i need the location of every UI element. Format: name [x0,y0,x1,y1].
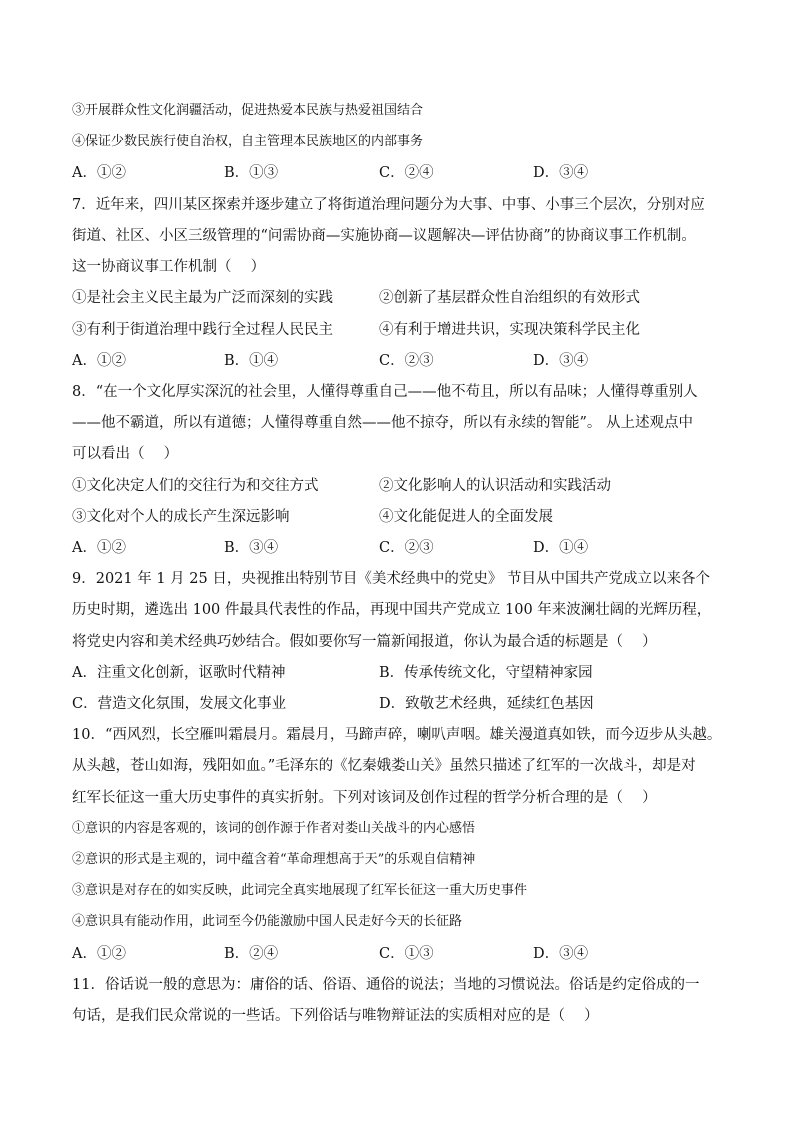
q9-option-d: D．致敬艺术经典，延续红色基因 [379,696,594,712]
q11-stem-line-2: 句话，是我们民众常说的一些话。下列俗话与唯物辩证法的实质相对应的是（ ） [72,1008,599,1024]
q8-statement-2: ②文化影响人的认识活动和实践活动 [379,478,611,494]
q9-option-b: B．传承传统文化，守望精神家园 [379,665,593,681]
q10-statement-3: ③意识是对存在的如实反映，此词完全真实地展现了红军长征这一重大历史事件 [72,883,528,898]
q10-stem-line-1: 10．“西风烈，长空雁叫霜晨月。霜晨月，马蹄声碎，喇叭声咽。雄关漫道真如铁，而今迈步从头越。 [72,727,722,743]
q8-option-c: C．②③ [379,540,434,556]
q6-option-c: C．②④ [379,165,434,181]
q8-stem-line-1: 8．“在一个文化厚实深沉的社会里，人懂得尊重自己——他不苟且，所以有品味；人懂得尊重别人 [72,384,698,400]
q7-statement-3: ③有利于街道治理中践行全过程人民民主 [72,322,333,338]
q8-option-a: A．①② [72,540,126,556]
q8-statement-4: ④文化能促进人的全面发展 [379,509,553,525]
q9-stem-line-2: 历史时期，遴选出 100 件最具代表性的作品，再现中国共产党成立 100 年来波澜壮阔的光辉历程， [72,602,712,618]
q10-option-a: A．①② [72,946,126,962]
q10-statement-4: ④意识具有能动作用，此词至今仍能激励中国人民走好今天的长征路 [72,914,463,929]
q9-stem-line-3: 将党史内容和美术经典巧妙结合。假如要你写一篇新闻报道，你认为最合适的标题是（ ） [72,634,657,650]
q7-option-d: D．③④ [533,353,589,369]
q7-statement-4: ④有利于增进共识，实现决策科学民主化 [379,322,640,338]
q7-statement-1: ①是社会主义民主最为广泛而深刻的实践 [72,290,333,306]
q10-statement-1: ①意识的内容是客观的，该词的创作源于作者对娄山关战斗的内心感悟 [72,821,476,836]
q7-option-c: C．②③ [379,353,434,369]
q6-option-b: B．①③ [224,165,279,181]
q10-stem-line-2: 从头越，苍山如海，残阳如血。”毛泽东的《忆秦娥娄山关》虽然只描述了红军的一次战斗，却是对 [72,758,696,774]
q6-statement-3: ③开展群众性文化润疆活动，促进热爱本民族与热爱祖国结合 [72,103,424,118]
q10-statement-2: ②意识的形式是主观的，词中蕴含着“革命理想高于天”的乐观自信精神 [72,852,476,867]
q8-statement-1: ①文化决定人们的交往行为和交往方式 [72,478,319,494]
q7-stem-line-3: 这一协商议事工作机制（ ） [72,259,266,275]
q10-option-b: B．②④ [224,946,279,962]
q7-stem-line-1: 7．近年来，四川某区探索并逐步建立了将街道治理问题分为大事、中事、小事三个层次，分别对应 [72,197,705,213]
q11-stem-line-1: 11．俗话说一般的意思为：庸俗的话、俗语、通俗的说法；当地的习惯说法。俗话是约定俗成的一 [72,977,700,993]
q8-option-b: B．③④ [224,540,279,556]
q7-stem-line-2: 街道、社区、小区三级管理的“问需协商—实施协商—议题解决—评估协商”的协商议事工作机制。 [72,228,696,244]
q8-stem-line-2: ——他不霸道，所以有道德；人懂得尊重自然——他不掠夺，所以有永续的智能”。 从上述观点中 [72,415,694,431]
q6-statement-4: ④保证少数民族行使自治权，自主管理本民族地区的内部事务 [72,134,424,149]
q6-option-d: D．③④ [533,165,589,181]
q10-option-c: C．①③ [379,946,434,962]
q7-option-b: B．①④ [224,353,279,369]
q8-stem-line-3: 可以看出（ ） [72,446,179,462]
q10-stem-line-3: 红军长征这一重大历史事件的真实折射。下列对该词及创作过程的哲学分析合理的是（ ） [72,790,657,806]
q8-statement-3: ③文化对个人的成长产生深远影响 [72,509,290,525]
q6-option-a: A．①② [72,165,126,181]
q7-option-a: A．①② [72,353,126,369]
q9-stem-line-1: 9．2021 年 1 月 25 日，央视推出特别节目《美术经典中的党史》 节目从中国共产党成立以来各个 [72,571,710,587]
q9-option-c: C．营造文化氛围，发展文化事业 [72,696,287,712]
q7-statement-2: ②创新了基层群众性自治组织的有效形式 [379,290,640,306]
q10-option-d: D．③④ [533,946,589,962]
q9-option-a: A．注重文化创新，讴歌时代精神 [72,665,286,681]
q8-option-d: D．①④ [533,540,589,556]
